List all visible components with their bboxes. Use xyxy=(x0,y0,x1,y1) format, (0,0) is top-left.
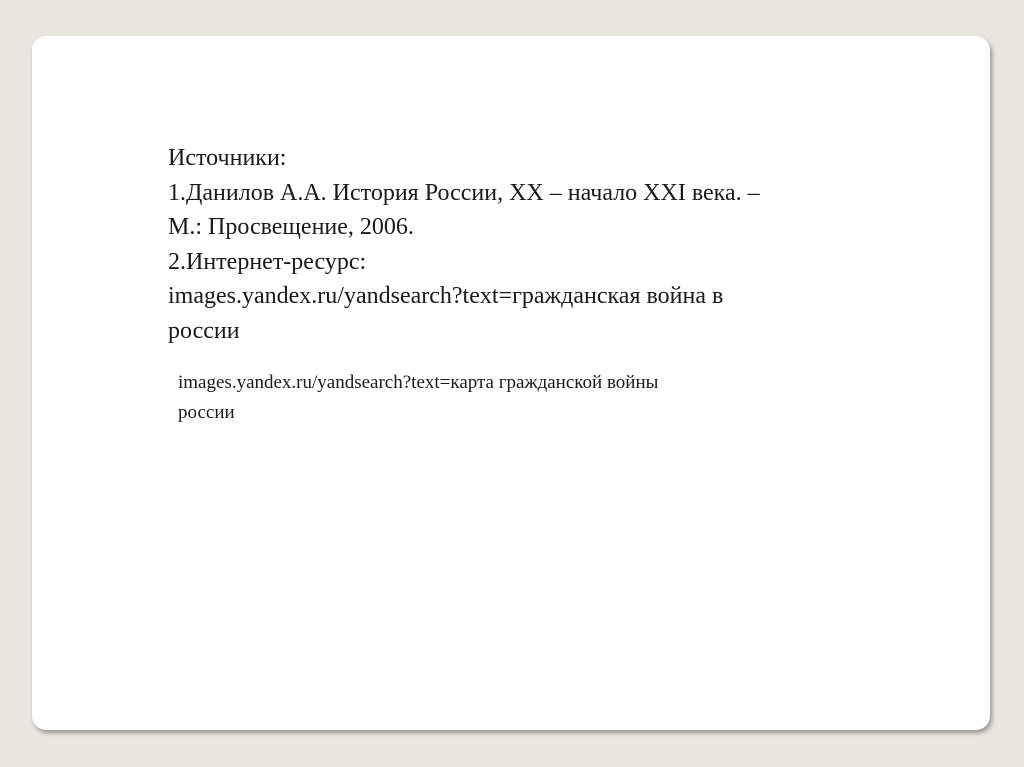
sources-heading: Источники: xyxy=(168,145,287,171)
source-3-url-line-2: россии xyxy=(178,402,235,423)
source-2-url-line-2: россии xyxy=(168,317,240,344)
source-3-url-line-1: images.yandex.ru/yandsearch?text=карта гражданской войны xyxy=(178,372,659,393)
source-1-line-1: 1.Данилов А.А. История России, ХХ – начало XXI века. – xyxy=(168,179,760,206)
source-2-url-line-1: images.yandex.ru/yandsearch?text=гражданская война в xyxy=(168,283,724,309)
sources-text-block xyxy=(168,141,888,348)
source-1-line-2: М.: Просвещение, 2006. xyxy=(168,214,414,240)
source-2-heading: 2.Интернет-ресурс: xyxy=(168,248,367,275)
secondary-source-block xyxy=(178,368,858,428)
